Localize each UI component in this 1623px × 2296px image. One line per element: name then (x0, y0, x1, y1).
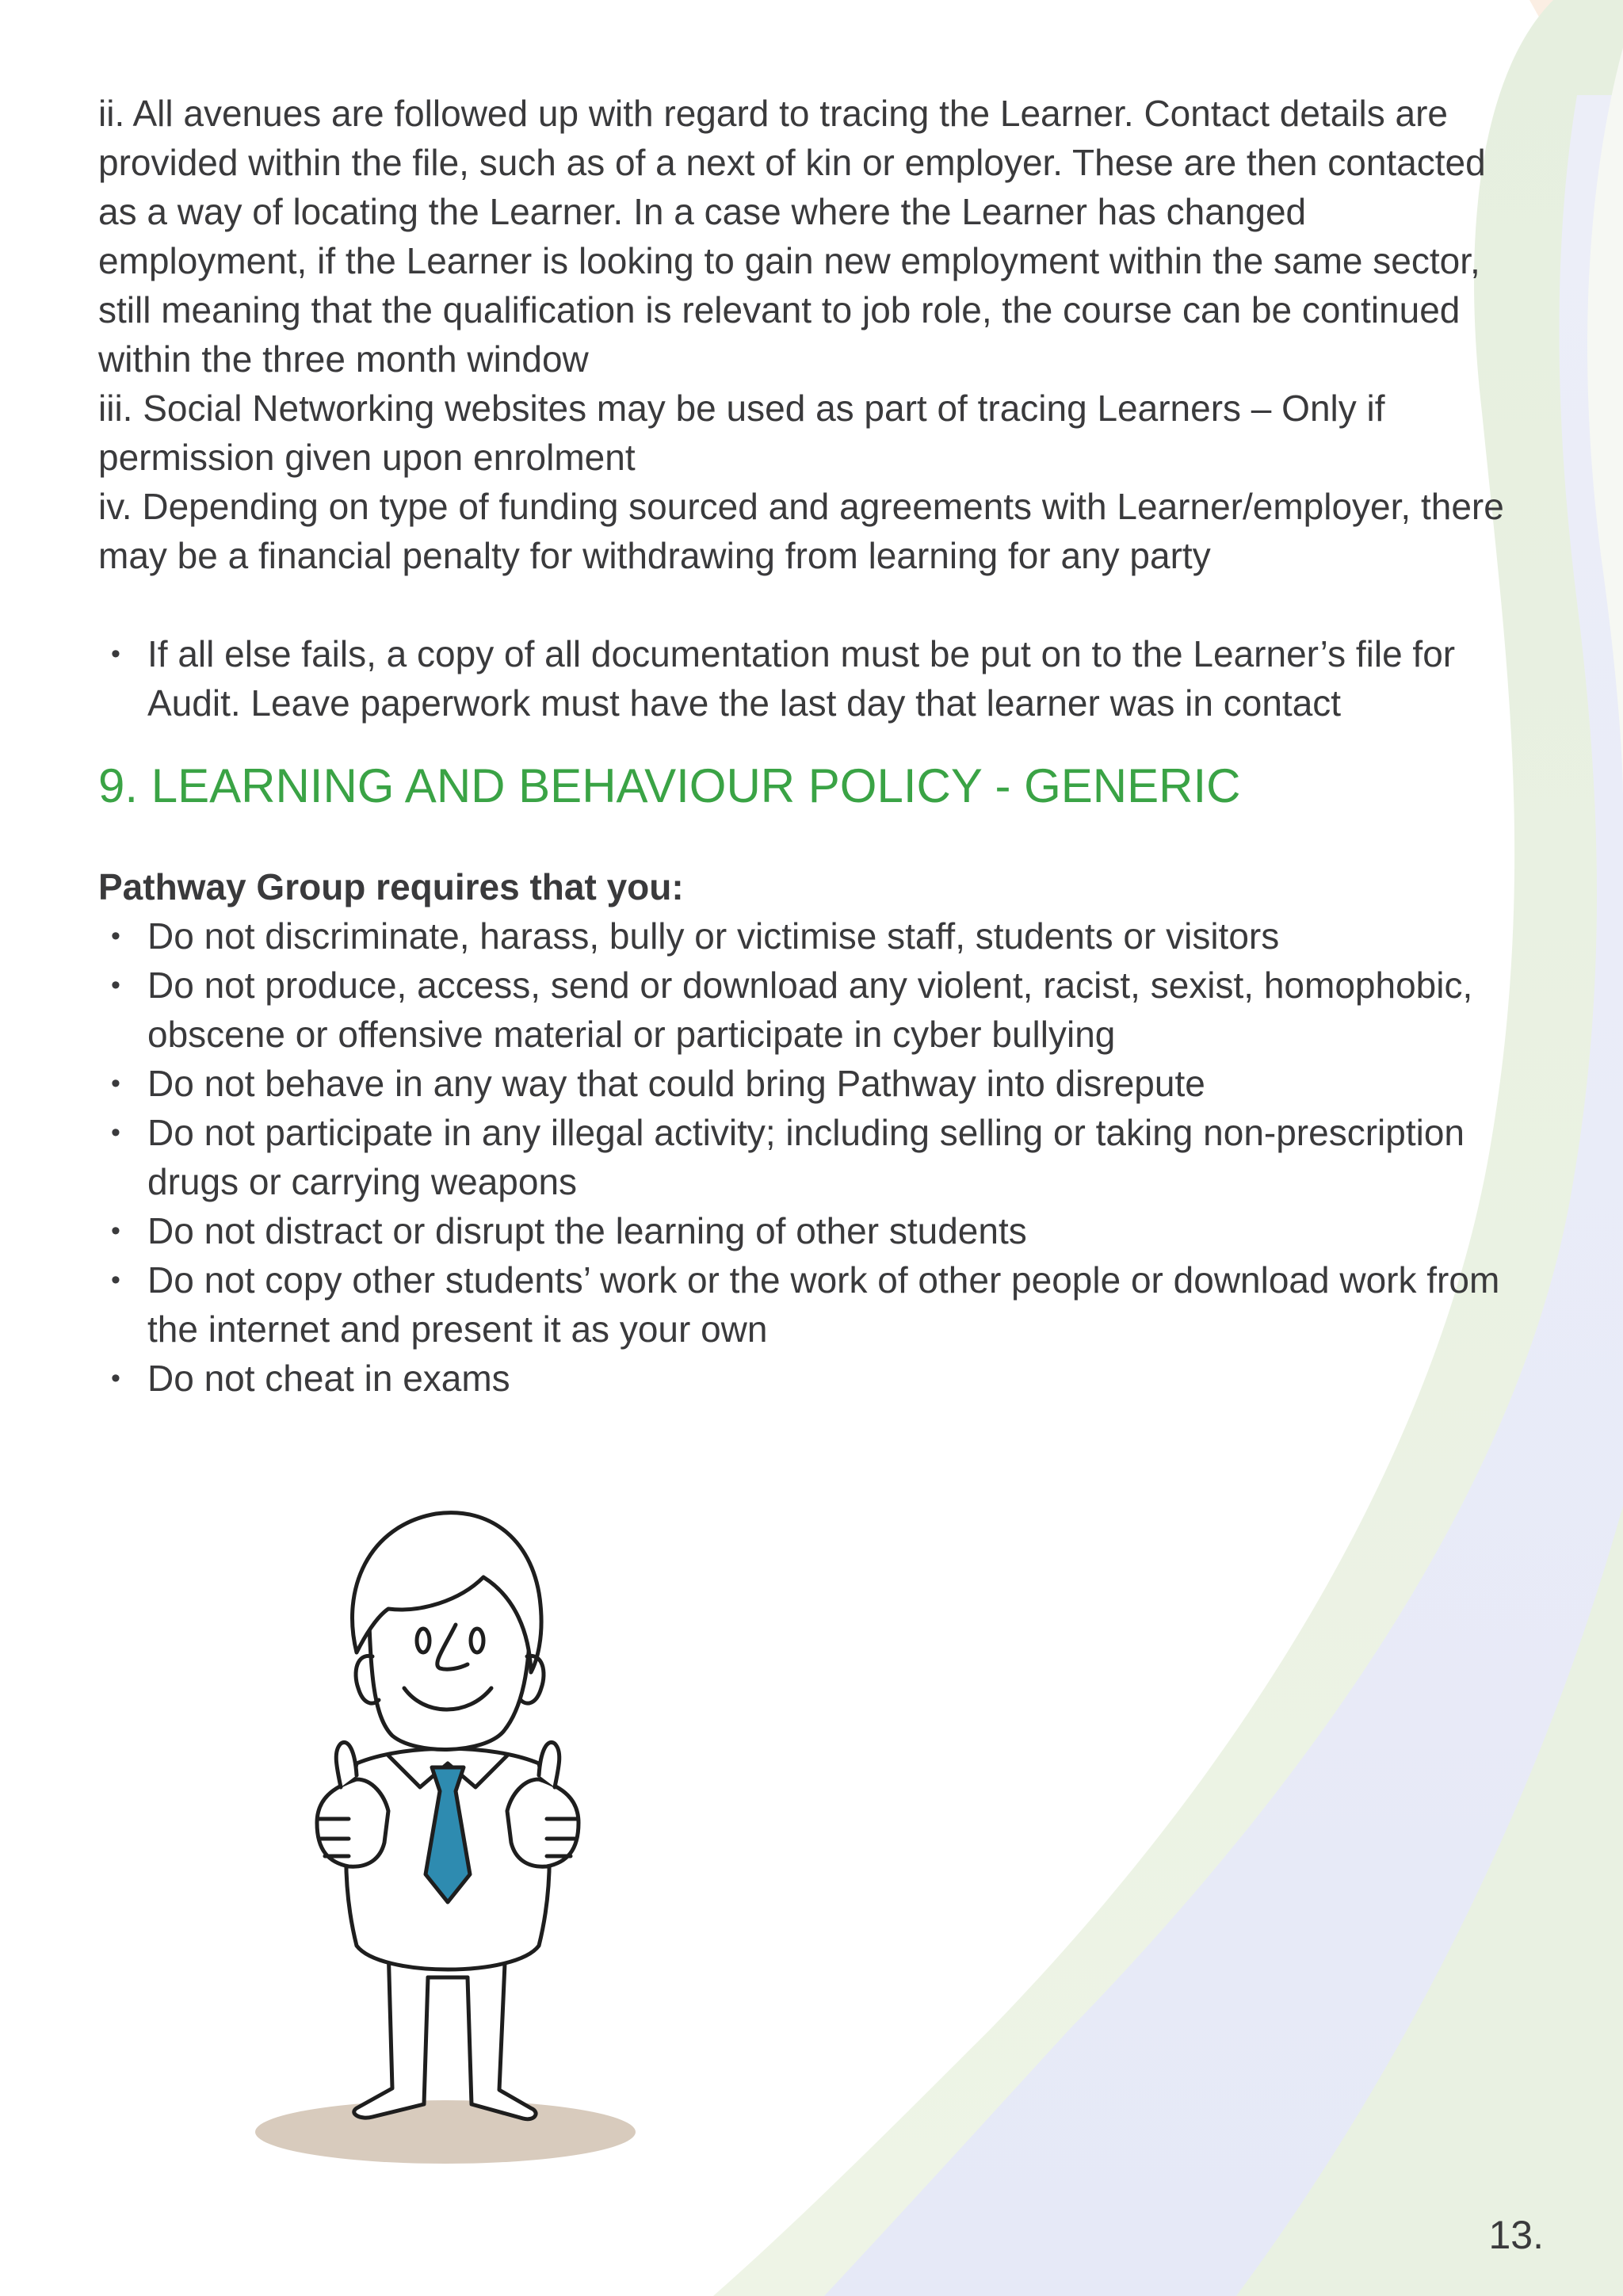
section-subheading: Pathway Group requires that you: (98, 866, 684, 907)
left-hand-thumbs-up (317, 1779, 388, 1866)
list-item: • Do not copy other students’ work or the work of other people or download work from the internet and present it as your own (98, 1255, 1525, 1354)
fallback-bullet-list (98, 629, 1525, 728)
paragraph-social-networking: iii. Social Networking websites may be used as part of tracing Learners – Only if permission given upon enrolment (98, 388, 1385, 478)
page-content (98, 89, 1525, 1403)
ground-shadow (255, 2100, 636, 2164)
right-leg (468, 1946, 536, 2119)
list-item: • Do not participate in any illegal activity; including selling or taking non-prescription drugs or carrying weapons (98, 1108, 1525, 1206)
right-hand-thumbs-up (507, 1779, 579, 1866)
list-item: • If all else fails, a copy of all documentation must be put on to the Learner’s file for Audit. Leave paperwork must have the last day that learner was in contact (98, 629, 1525, 728)
list-item: • Do not behave in any way that could bring Pathway into disrepute (98, 1059, 1525, 1108)
left-leg (354, 1946, 428, 2118)
paragraph-tracing-learner: ii. All avenues are followed up with regard to tracing the Learner. Contact details are provided within the file, such as of a next of kin or employer. These are then contacted as a way of locating the Learner. In a case where the Learner has changed employment, if the Learner is looking to gain new employment within the same sector, still meaning that the qualification is relevant to job role, the course can be continued within the three month window (98, 93, 1486, 380)
thumbs-up-businessman-icon (230, 1502, 658, 2176)
rules-list (98, 911, 1525, 1403)
list-item: • Do not cheat in exams (98, 1354, 1525, 1403)
paragraph-financial-penalty: iv. Depending on type of funding sourced and agreements with Learner/employer, there may be a financial penalty for withdrawing from learning for any party (98, 486, 1504, 576)
section-heading: 9. LEARNING AND BEHAVIOUR POLICY - GENERIC (98, 759, 1241, 812)
list-item: • Do not produce, access, send or download any violent, racist, sexist, homophobic, obscene or offensive material or participate in cyber bullying (98, 961, 1525, 1059)
page-number: 13. (1488, 2213, 1544, 2257)
spacer (98, 580, 1525, 629)
list-item: • Do not discriminate, harass, bully or victimise staff, students or visitors (98, 911, 1525, 961)
list-item: • Do not distract or disrupt the learning of other students (98, 1206, 1525, 1255)
